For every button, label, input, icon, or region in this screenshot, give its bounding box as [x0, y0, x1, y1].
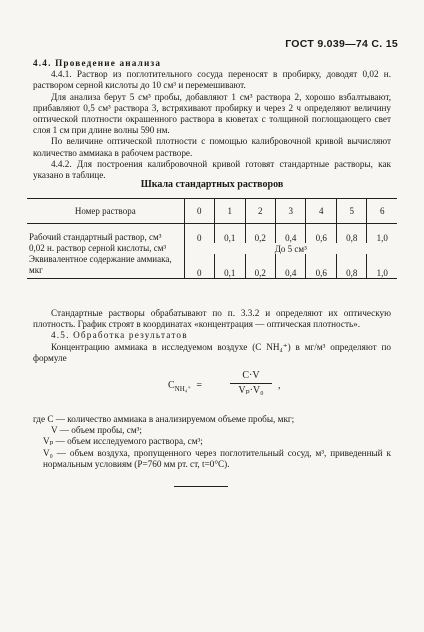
- table-cell: 0,6: [306, 224, 336, 244]
- table-cell: 0,8: [336, 254, 366, 279]
- footer-rule: [174, 486, 228, 487]
- formula-lhs-subscript: NH₄⁺: [174, 385, 191, 393]
- header-number: 4: [306, 199, 336, 224]
- table-cell: 1,0: [367, 254, 397, 279]
- fraction-bar: [230, 383, 272, 384]
- table-cell: 0,4: [275, 224, 305, 244]
- table-header-row: [27, 199, 397, 224]
- section-4-4-block: [33, 58, 391, 181]
- standard-solutions-table: [27, 198, 397, 279]
- after-table-block: [33, 308, 391, 364]
- table-cell: 0,1: [215, 254, 245, 279]
- definition-c: где C — количество аммиака в анализируемом объеме пробы, мкг;: [33, 414, 295, 424]
- table-cell: 0,2: [245, 224, 275, 244]
- table-cell-merged: До 5 см³: [184, 243, 397, 254]
- table-cell: 0,1: [215, 224, 245, 244]
- paragraph-4-4-2: 4.4.2. Для построения калибровочной кривой готовят стандартные растворы, как указано в таблице.: [33, 158, 391, 181]
- header-label: Номер раствора: [27, 199, 184, 224]
- header-number: 5: [336, 199, 366, 224]
- paragraph-optical-density: По величине оптической плотности с помощью калибровочной кривой вычисляют количество аммиака в рабочем растворе.: [33, 136, 391, 158]
- formula-numerator: C·V: [242, 370, 260, 381]
- formula-lhs: C: [168, 380, 175, 391]
- formula-denominator: Vₚ·V₀: [238, 385, 264, 396]
- definition-vp: Vₚ — объем исследуемого раствора, см³;: [43, 436, 203, 447]
- section-title-4-4: 4.4. Проведение анализа: [33, 58, 162, 68]
- paragraph-4-4-1: 4.4.1. Раствор из поглотительного сосуда переносят в пробирку, доводят 0,02 н. раствором серной кислоты до 10 см³ и перемешивают.: [33, 69, 391, 91]
- paragraph-concentration: Концентрацию аммиака в исследуемом воздухе (C NH₄⁺) в мг/м³ определяют по формуле: [33, 341, 391, 363]
- definitions-block: [33, 414, 391, 470]
- header-number: 0: [184, 199, 214, 224]
- table-row: [27, 224, 397, 244]
- table-cell: 0,8: [336, 224, 366, 244]
- paragraph-standard-processing: Стандартные растворы обрабатывают по п. 3.3.2 и определяют их оптическую плотность. График строят в координатах «концентрация — оптическая плотность».: [33, 308, 391, 330]
- page-header: ГОСТ 9.039—74 С. 15: [285, 38, 398, 50]
- row-label: Рабочий стандартный раствор, см³: [29, 232, 162, 242]
- header-number: 1: [215, 199, 245, 224]
- formula-comma: ,: [278, 380, 281, 391]
- table-caption: Шкала стандартных растворов: [140, 179, 284, 190]
- table-cell: 0: [184, 254, 214, 279]
- header-number: 6: [367, 199, 397, 224]
- section-title-4-5: 4.5. Обработка результатов: [51, 330, 188, 341]
- header-number: 2: [245, 199, 275, 224]
- table-cell: 1,0: [367, 224, 397, 244]
- table-cell: 0,6: [306, 254, 336, 279]
- table-cell: 0,2: [245, 254, 275, 279]
- table-row: [27, 254, 397, 279]
- row-label: 0,02 н. раствор серной кислоты, см³: [29, 243, 167, 253]
- formula-equals: =: [196, 380, 203, 391]
- table-cell: 0,4: [275, 254, 305, 279]
- table-row: [27, 243, 397, 254]
- definition-v: V — объем пробы, см³;: [51, 425, 142, 436]
- definition-v0: V₀ — объем воздуха, пропущенного через поглотительный сосуд, м³, приведенный к нормальным условиям (P=760 мм рт. ст, t=0°С).: [43, 447, 391, 469]
- formula-fraction: [230, 370, 272, 396]
- concentration-formula: [168, 368, 288, 408]
- row-label: Эквивалентное содержание аммиака, мкг: [27, 254, 184, 279]
- header-number: 3: [275, 199, 305, 224]
- paragraph-analysis: Для анализа берут 5 см³ пробы, добавляют 1 см³ раствора 2, хорошо взбалтывают, прибавляют 0,5 см³ раствора 3, встряхивают пробирку и через 2 ч определяют величину оптической плотности окрашенного раствора в кюветах с толщиной поглощающего свет слоя 1 см при длине волны 590 нм.: [33, 91, 391, 136]
- table-cell: 0: [184, 224, 214, 244]
